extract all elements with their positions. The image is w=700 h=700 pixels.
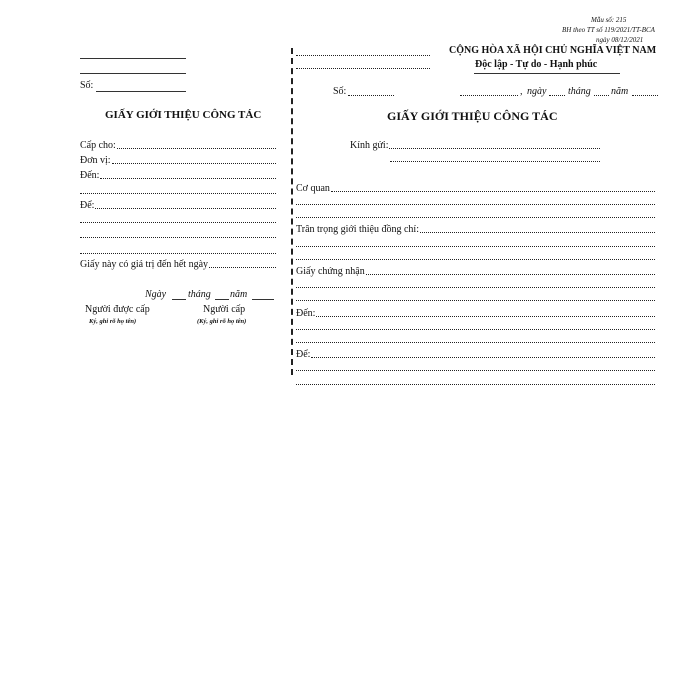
stub-date-ngay: Ngày <box>145 289 167 300</box>
stub-cap-cho-field[interactable] <box>117 148 276 149</box>
main-date-thang: tháng <box>568 86 591 97</box>
motto: Độc lập - Tự do - Hạnh phúc <box>475 59 598 70</box>
motto-underline <box>474 73 620 74</box>
stub-validity-label: Giấy này có giá trị đến hết ngày <box>80 259 209 270</box>
main-de-field[interactable] <box>311 357 655 358</box>
co-quan-line-3[interactable] <box>296 217 655 218</box>
form-date: ngày 08/12/2021 <box>596 36 644 44</box>
co-quan-row <box>296 183 655 194</box>
tran-trong-line-2[interactable] <box>296 246 655 247</box>
stub-don-vi-label: Đơn vị: <box>80 155 111 166</box>
stub-de-line-3[interactable] <box>80 237 276 238</box>
main-agency-line-2[interactable] <box>296 68 430 69</box>
nation-name: CỘNG HÒA XÃ HỘI CHỦ NGHĨA VIỆT NAM <box>449 45 657 56</box>
main-den-label: Đến: <box>296 308 316 319</box>
stub-den-line-2[interactable] <box>80 193 276 194</box>
stub-cap-cho-label: Cấp cho: <box>80 140 116 151</box>
main-date-thang-field[interactable] <box>594 95 609 96</box>
co-quan-label: Cơ quan <box>296 183 330 194</box>
main-so-label: Số: <box>333 86 347 97</box>
stub-receiver-title: Người được cấp <box>85 304 150 315</box>
stub-so-line <box>96 91 186 92</box>
stub-de-field[interactable] <box>95 208 276 209</box>
tran-trong-line-3[interactable] <box>296 259 655 260</box>
main-agency-line-1[interactable] <box>296 55 430 56</box>
stub-date-thang: tháng <box>188 289 211 300</box>
stub-den-field[interactable] <box>100 178 276 179</box>
stub-de-line-2[interactable] <box>80 222 276 223</box>
main-place-field[interactable] <box>460 95 518 96</box>
kinh-gui-line-2[interactable] <box>390 161 600 162</box>
giay-chung-nhan-label: Giấy chứng nhận <box>296 266 365 277</box>
stub-date-ngay-field[interactable] <box>172 299 186 300</box>
main-den-line-3[interactable] <box>296 342 655 343</box>
stub-validity-row <box>80 259 276 270</box>
kinh-gui-row <box>350 140 600 151</box>
stub-den-label: Đến: <box>80 170 100 181</box>
stub-validity-field[interactable] <box>209 267 276 268</box>
main-den-line-2[interactable] <box>296 329 655 330</box>
main-date-ngay-field[interactable] <box>549 95 565 96</box>
main-de-label: Để: <box>296 349 311 360</box>
kinh-gui-field[interactable] <box>389 148 600 149</box>
stub-don-vi-field[interactable] <box>112 163 276 164</box>
stub-agency-line-1 <box>80 58 186 59</box>
form-circular: BH theo TT số 119/2021/TT-BCA <box>562 26 655 34</box>
stub-agency-line-2 <box>80 73 186 74</box>
tran-trong-label: Trân trọng giới thiệu đồng chí: <box>296 224 419 235</box>
kinh-gui-label: Kính gửi: <box>350 140 389 151</box>
main-date-ngay: ngày <box>527 86 547 97</box>
cut-line <box>291 48 293 375</box>
stub-title: GIẤY GIỚI THIỆU CÔNG TÁC <box>105 109 262 121</box>
co-quan-line-2[interactable] <box>296 204 655 205</box>
stub-den-row <box>80 170 276 181</box>
stub-don-vi-row <box>80 155 276 166</box>
stub-issuer-note: (Ký, ghi rõ họ tên) <box>197 318 247 325</box>
stub-de-row <box>80 200 276 211</box>
tran-trong-field[interactable] <box>420 232 655 233</box>
stub-de-line-4[interactable] <box>80 253 276 254</box>
main-title: GIẤY GIỚI THIỆU CÔNG TÁC <box>387 109 558 123</box>
stub-issuer-title: Người cấp <box>203 304 246 315</box>
giay-chung-nhan-line-3[interactable] <box>296 300 655 301</box>
main-de-line-3[interactable] <box>296 384 655 385</box>
stub-so-label: Số: <box>80 80 94 91</box>
stub-date-nam: năm <box>230 289 248 300</box>
giay-chung-nhan-line-2[interactable] <box>296 287 655 288</box>
main-den-row <box>296 308 655 319</box>
main-de-row <box>296 349 655 360</box>
stub-cap-cho-row <box>80 140 276 151</box>
main-de-line-2[interactable] <box>296 370 655 371</box>
co-quan-field[interactable] <box>331 191 655 192</box>
main-date-nam: năm <box>611 86 629 97</box>
main-date-sep: , <box>520 86 523 97</box>
main-date-nam-field[interactable] <box>632 95 658 96</box>
form-number: Mẫu số: 215 <box>591 16 627 24</box>
tran-trong-row <box>296 224 655 235</box>
main-den-field[interactable] <box>316 316 655 317</box>
main-so-field[interactable] <box>348 95 394 96</box>
giay-chung-nhan-field[interactable] <box>366 274 655 275</box>
stub-de-label: Để: <box>80 200 95 211</box>
stub-receiver-note: Ký, ghi rõ họ tên) <box>89 318 137 325</box>
stub-date-nam-field[interactable] <box>252 299 274 300</box>
stub-date-thang-field[interactable] <box>215 299 229 300</box>
giay-chung-nhan-row <box>296 266 655 277</box>
